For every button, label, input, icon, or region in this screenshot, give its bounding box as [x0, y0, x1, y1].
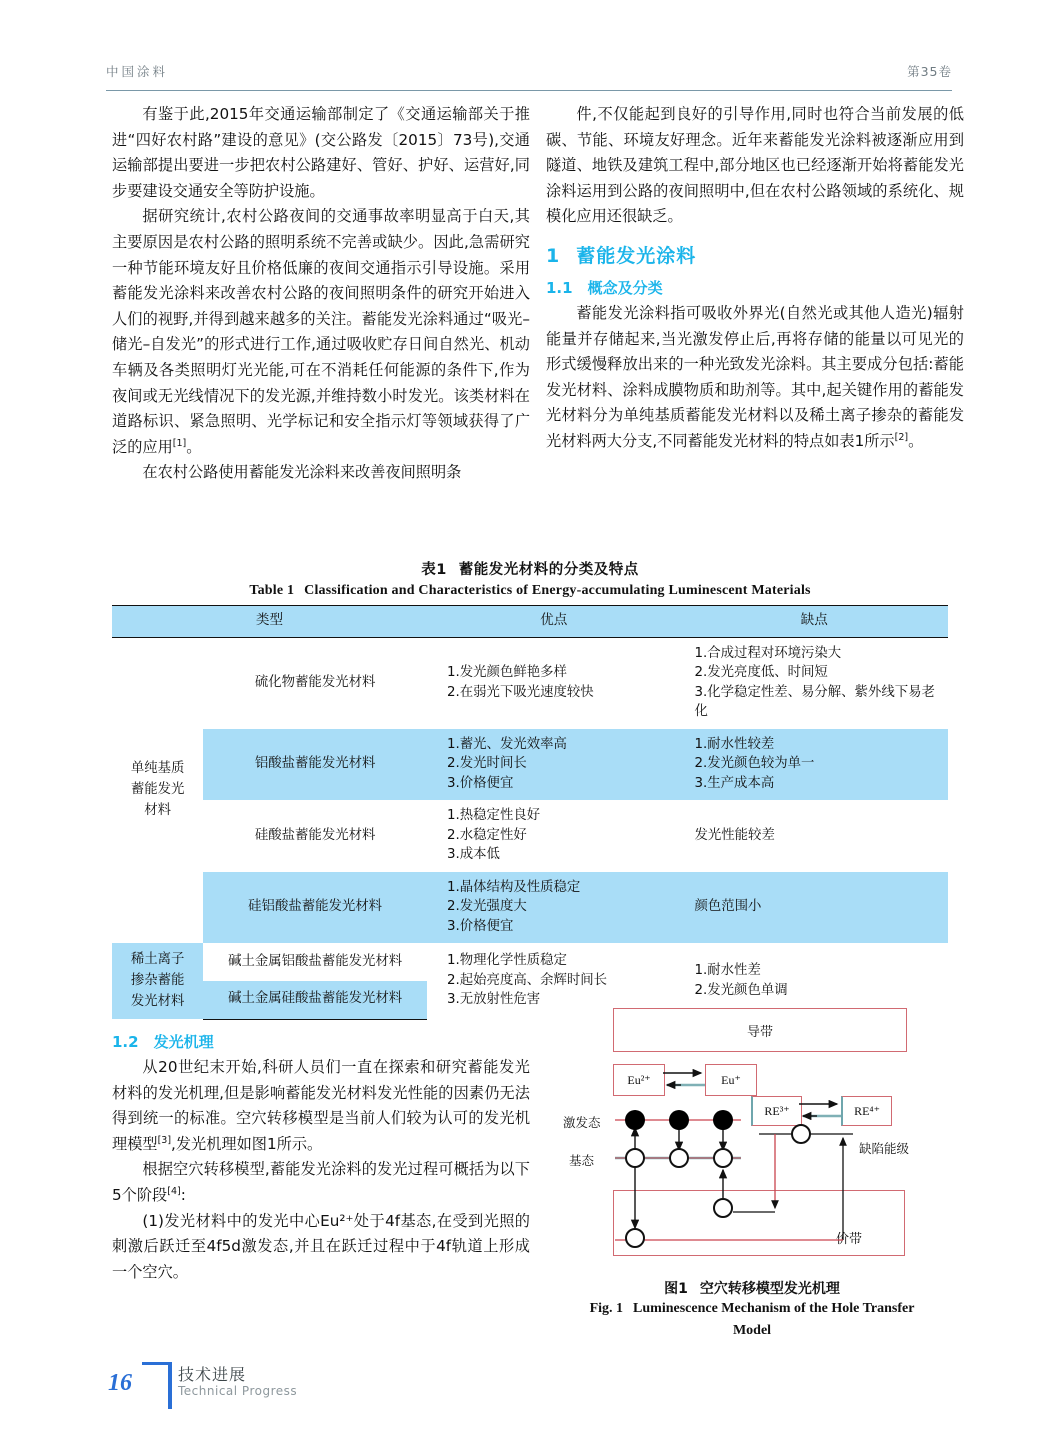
con-item: 2.发光颜色较为单一 [694, 756, 815, 771]
material-type-cell: 硫化物蓄能发光材料 [254, 674, 376, 690]
valence-band-label: 价带 [835, 1232, 862, 1247]
table-row [112, 729, 948, 801]
figure-title-cn: 空穴转移模型发光机理 [699, 1281, 840, 1297]
re4-label: RE⁴⁺ [854, 1103, 880, 1118]
group-cell [112, 637, 203, 943]
page-footer [106, 1356, 406, 1414]
con-item: 3.化学稳定性差、易分解、紫外线下易老化 [694, 684, 935, 719]
pro-item: 2.水稳定性好 [447, 827, 527, 843]
group-cell [112, 943, 203, 1019]
con-item: 颜色范围小 [694, 899, 762, 914]
paragraph-text: 根据空穴转移模型,蓄能发光涂料的发光过程可概括为以下5个阶段 [112, 1160, 530, 1204]
volume-label: 第35卷 [907, 64, 952, 79]
subsection-number: 1.1 [546, 278, 573, 297]
paragraph-tail: 。 [908, 431, 924, 450]
paragraph-tail: 。 [186, 437, 202, 456]
excited-state-label: 激发态 [563, 1115, 601, 1130]
footer-section-cn: 技术进展 [178, 1365, 247, 1384]
paragraph [112, 1055, 530, 1157]
table-row [112, 637, 948, 729]
table-row [112, 872, 948, 944]
pros-cell [427, 800, 681, 872]
lower-left-column [112, 1022, 530, 1285]
paragraph-text: 蓄能发光涂料指可吸收外界光(自然光或其他人造光)辐射能量并存储起来,当光激发停止后,再将存储的能量以可见光的形式缓慢释放出来的一种光致发光涂料。其主要成分包括:蓄能发光材料、涂料成膜物质和助剂等。其中,起关键作用的蓄能发光材料分为单纯基质蓄能发光材料以及稀土离子掺杂的蓄能发光材料两大分支,不同蓄能发光材料的特点如表1所示 [546, 303, 964, 450]
column-header-cons: 缺点 [681, 606, 949, 638]
paragraph-text: 从20世纪末开始,科研人员们一直在探索和研究蓄能发光材料的发光机理,但是影响蓄能发光材料发光性能的因素仍无法得到统一的标准。空穴转移模型是当前人们较为认可的发光机理模型 [112, 1058, 530, 1153]
group-label-line: 材料 [144, 803, 172, 819]
table-1-block [112, 558, 948, 1020]
electron-dot [669, 1110, 689, 1130]
table-caption-cn [112, 558, 948, 579]
cons-cell [681, 729, 949, 801]
re3-label: RE³⁺ [764, 1103, 790, 1118]
pro-item: 3.价格便宜 [447, 918, 514, 934]
paragraph [546, 301, 964, 455]
section-heading-1-2 [112, 1031, 530, 1052]
ground-state-label: 基态 [569, 1153, 595, 1168]
electron-dot [713, 1110, 733, 1130]
pros-cell [427, 637, 681, 729]
section-number: 1 [546, 244, 561, 267]
pro-item: 1.晶体结构及性质稳定 [447, 879, 581, 895]
classification-table [112, 605, 948, 1020]
pro-item: 1.物理化学性质稳定 [447, 953, 567, 969]
figure-title-en-line2: Model [732, 1323, 772, 1338]
paragraph: 在农村公路使用蓄能发光涂料来改善夜间照明条 [142, 463, 462, 482]
hole-ring [625, 1148, 645, 1168]
cons-cell [681, 872, 949, 944]
paragraph-tail: ,发光机理如图1所示。 [171, 1134, 323, 1153]
con-item: 2.发光颜色单调 [694, 982, 788, 998]
pro-item: 3.价格便宜 [447, 775, 514, 791]
table-caption-en [112, 583, 948, 599]
figure-1-block [546, 1002, 958, 1342]
pro-item: 3.成本低 [447, 847, 500, 862]
pro-item: 2.起始亮度高、余辉时间长 [447, 972, 608, 988]
subsection-title: 发光机理 [153, 1033, 214, 1051]
table-row [112, 943, 948, 981]
con-item: 1.耐水性较差 [694, 736, 775, 752]
page-number: 16 [108, 1370, 132, 1396]
figure-label-en: Fig. 1 [589, 1301, 624, 1316]
hole-transfer-diagram [563, 1002, 941, 1270]
footer-bracket-decoration [142, 1362, 172, 1409]
paragraph: 件,不仅能起到良好的引导作用,同时也符合当前发展的低碳、节能、环境友好理念。近年来蓄能发光涂料被逐渐应用到隧道、地铁及建筑工程中,部分地区也已经逐渐开始将蓄能发光涂料运用到公路的夜间照明中,但在农村公路领域的系统化、规模化应用还很缺乏。 [546, 105, 964, 226]
citation-ref: [2] [894, 431, 909, 443]
diagram-connectors [563, 1002, 941, 1270]
group-label-line: 发光材料 [130, 994, 185, 1009]
cons-cell [681, 637, 949, 729]
group-label-line: 蓄能发光 [130, 782, 185, 798]
table-label-cn: 表1 [421, 562, 447, 578]
material-type-cell: 硅酸盐蓄能发光材料 [254, 827, 376, 843]
section-heading-1 [546, 241, 964, 268]
column-header-type: 类型 [112, 606, 427, 638]
eu1-label: Eu⁺ [721, 1072, 741, 1087]
group-label-line: 掺杂蓄能 [130, 973, 185, 988]
figure-caption-cn [546, 1278, 958, 1298]
material-type-cell: 硅铝酸盐蓄能发光材料 [203, 872, 427, 944]
group-label-line: 单纯基质 [130, 761, 185, 777]
pro-item: 3.无放射性危害 [447, 992, 541, 1008]
conduction-band-label: 导带 [746, 1024, 773, 1040]
figure-label-cn: 图1 [664, 1281, 688, 1297]
paragraph-tail: : [180, 1185, 186, 1204]
defect-level-label: 缺陷能级 [859, 1141, 910, 1156]
journal-name: 中国涂料 [106, 64, 169, 79]
citation-ref: [3] [157, 1134, 172, 1146]
section-heading-1-1 [546, 277, 964, 298]
running-head [106, 62, 952, 91]
hole-ring [713, 1198, 733, 1218]
right-text-column [546, 102, 964, 455]
hole-ring [669, 1148, 689, 1168]
table-title-cn: 蓄能发光材料的分类及特点 [458, 562, 639, 578]
figure-caption-en [546, 1298, 958, 1342]
paragraph-text: 据研究统计,农村公路夜间的交通事故率明显高于白天,其主要原因是农村公路的照明系统不完善或缺少。因此,急需研究一种节能环境友好且价格低廉的夜间交通指示引导设施。采用蓄能发光涂料来改善农村公路的夜间照明条件的研究开始进入人们的视野,并得到越来越多的关注。蓄能发光涂料通过“吸光–储光–自发光”的形式进行工作,通过吸收贮存日间自然光、机动车辆及各类照明灯光光能,可在不消耗任何能源的条件下,作为夜间或无光线情况下的发光源,并维持数小时发光。该类材料在道路标识、紧急照明、光学标记和安全指示灯等领域获得了广泛的应用 [112, 207, 530, 456]
table-title-en: Classification and Characteristics of Energy-accumulating Luminescent Materials [304, 583, 811, 598]
con-item: 2.发光亮度低、时间短 [694, 665, 828, 680]
material-type-cell: 铝酸盐蓄能发光材料 [203, 729, 427, 801]
pros-cell [427, 872, 681, 944]
pro-item: 2.发光时间长 [447, 756, 527, 771]
pro-item: 2.在弱光下吸光速度较快 [447, 684, 594, 700]
subsection-number: 1.2 [112, 1033, 139, 1051]
pro-item: 1.发光颜色鲜艳多样 [447, 665, 567, 680]
table-row [112, 800, 948, 872]
con-item: 发光性能较差 [694, 827, 775, 843]
electron-dot [625, 1110, 645, 1130]
hole-ring [791, 1124, 811, 1144]
hole-ring [625, 1228, 645, 1248]
column-header-pros: 优点 [427, 606, 681, 638]
group-label-line: 稀土离子 [130, 952, 185, 967]
con-item: 3.生产成本高 [694, 775, 775, 791]
pros-cell [427, 729, 681, 801]
footer-section-en: Technical Progress [178, 1384, 298, 1398]
citation-ref: [4] [167, 1185, 181, 1197]
left-text-column [112, 102, 530, 486]
con-item: 1.合成过程对环境污染大 [694, 645, 842, 661]
con-item: 1.耐水性差 [694, 963, 761, 978]
section-title: 蓄能发光涂料 [576, 244, 697, 267]
eu2-label: Eu²⁺ [627, 1072, 651, 1087]
paragraph: (1)发光材料中的发光中心Eu²⁺处于4f基态,在受到光照的刺激后跃迁至4f5d激发态,并且在跃迁过程中于4f轨道上形成一个空穴。 [112, 1211, 530, 1281]
paragraph [112, 1157, 530, 1208]
cons-cell [681, 800, 949, 872]
figure-title-en-line1: Luminescence Mechanism of the Hole Transfer [633, 1301, 915, 1316]
table-header-row [112, 606, 948, 638]
table-label-en: Table 1 [249, 583, 295, 598]
paragraph: 有鉴于此,2015年交通运输部制定了《交通运输部关于推进“四好农村路”建设的意见》(交公路发〔2015〕73号),交通运输部提出要进一步把农村公路建好、管好、护好、运营好,同步要建设交通安全等防护设施。 [112, 105, 530, 200]
hole-ring [713, 1148, 733, 1168]
citation-ref: [1] [172, 437, 187, 449]
pro-item: 1.热稳定性良好 [447, 808, 541, 823]
table-body [112, 637, 948, 1019]
material-type-cell: 碱土金属硅酸盐蓄能发光材料 [203, 981, 427, 1019]
pro-item: 1.蓄光、发光效率高 [447, 736, 567, 752]
paragraph [112, 204, 530, 460]
material-type-cell: 碱土金属铝酸盐蓄能发光材料 [228, 953, 403, 969]
pro-item: 2.发光强度大 [447, 899, 527, 914]
subsection-title: 概念及分类 [587, 278, 663, 297]
